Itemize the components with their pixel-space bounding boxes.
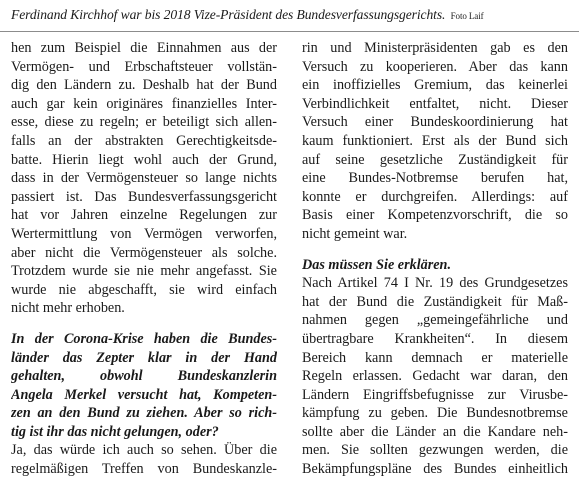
text-line: Regeln erlassen. Gedacht war daran, den <box>302 368 568 385</box>
right-column <box>302 39 568 479</box>
text-line: Ja, das würde ich auch so sehen. Über die <box>11 442 277 459</box>
text-line: passiert ist. Das Bundesverfassungsgericht <box>11 188 277 205</box>
photo-caption <box>11 6 573 25</box>
text-line: eine Bundes-Notbremse berufen hat, <box>302 170 568 187</box>
caption-text: Ferdinand Kirchhof war bis 2018 Vize-Präsident des Bundesverfassungsgerichts. <box>11 7 446 22</box>
question-line: zen an den Bund zu ziehen. Aber so rich- <box>11 405 277 422</box>
question-line: In der Corona-Krise haben die Bundes- <box>11 330 277 347</box>
text-line: batte. Hierin liegt wohl auch der Grund, <box>11 151 277 168</box>
text-line: dass in der Vermögensteuer so lange nichts <box>11 170 277 187</box>
text-line: konnte er durchgreifen. Allerdings: auf <box>302 188 568 205</box>
answer-paragraph-2 <box>11 441 277 478</box>
text-line: dig den Ländern zu. Deshalb hat der Bund <box>11 77 277 94</box>
text-line: rin und Ministerpräsidenten gab es den <box>302 40 568 56</box>
text-line: Wertermittlung von Vermögen verworfen, <box>11 225 277 242</box>
text-line: auf seine gesetzliche Zuständigkeit für <box>302 151 568 168</box>
text-line: hat vor Jahren einzelne Regelungen zur <box>11 207 277 224</box>
question-line: Das müssen Sie erklären. <box>302 256 451 273</box>
question-line: gehalten, obwohl Bundeskanzlerin <box>11 368 277 385</box>
text-line: Bekämpfungspläne des Bundes einheitlich <box>302 461 568 478</box>
paragraph-gap <box>11 318 277 330</box>
interview-question-3 <box>302 256 568 275</box>
answer-paragraph-1 <box>11 39 277 318</box>
text-line: Verbindlichkeit entfaltet, nicht. Dieser <box>302 95 568 112</box>
text-line: übertragbare Krankheiten“. In diesem <box>302 330 568 347</box>
text-line: Versuch einer Bundeskoordinierung hat <box>302 114 568 131</box>
text-line: kämpfung zu geben. Die Bundesnotbremse <box>302 405 568 422</box>
left-column <box>11 39 277 479</box>
question-line: tig ist ihr das nicht gelungen, oder? <box>11 423 219 440</box>
text-line: men. Sie sollten gezwungen werden, die <box>302 442 568 459</box>
question-line: länder das Zepter klar in der Hand <box>11 349 277 366</box>
caption-divider <box>0 31 579 32</box>
text-line: Trotzdem wurde sie nie mehr angefasst. Sie <box>11 263 277 280</box>
text-line: Bereich kann demnach er materielle <box>302 349 568 366</box>
text-line: Ländern Eingriffsbefugnisse zur Virusbe- <box>302 386 568 403</box>
text-line: auch gar kein originäres finanzielles Inter- <box>11 95 277 112</box>
text-line: regelmäßigen Treffen von Bundeskanzle- <box>11 461 277 478</box>
text-line: nicht mehr erhoben. <box>11 300 125 317</box>
text-line: hen zum Beispiel die Einnahmen aus der <box>11 40 277 56</box>
text-line: nicht gemeint war. <box>302 225 408 242</box>
text-line: Basis einer Kompetenzvorschrift, die so <box>302 207 568 224</box>
text-line: nahmen gegen „gemeingefährliche und <box>302 312 568 329</box>
text-line: ein inoffizielles Gremium, das keinerlei <box>302 77 568 94</box>
text-line: aber nicht die Vermögensteuer als solche. <box>11 244 277 261</box>
text-line: Vermögen- und Erbschaftsteuer vollstän- <box>11 58 277 75</box>
text-line: falls an der abstrakten Gerechtigkeitsde- <box>11 132 277 149</box>
text-line: wurde nie abgeschafft, sie wird einfach <box>11 281 277 298</box>
text-line: esse, diese zu regeln; er beteiligt sich allen- <box>11 114 277 131</box>
answer-paragraph-3 <box>302 274 568 479</box>
answer-paragraph-2-continued <box>302 39 568 244</box>
text-line: Nach Artikel 74 I Nr. 19 des Grundgesetzes <box>302 275 568 292</box>
photo-credit: Foto Laif <box>450 11 484 21</box>
interview-question-2 <box>11 330 277 442</box>
text-line: Versuch zu kooperieren. Aber das kann <box>302 58 568 75</box>
text-line: hat der Bund die Zuständigkeit für Maß- <box>302 293 568 310</box>
text-line: sollte aber die Länder an die Kandare neh- <box>302 423 568 440</box>
paragraph-gap <box>302 244 568 256</box>
question-line: Angela Merkel versucht hat, Kompeten- <box>11 386 277 403</box>
text-line: kaum funktioniert. Erst als der Bund sich <box>302 132 568 149</box>
